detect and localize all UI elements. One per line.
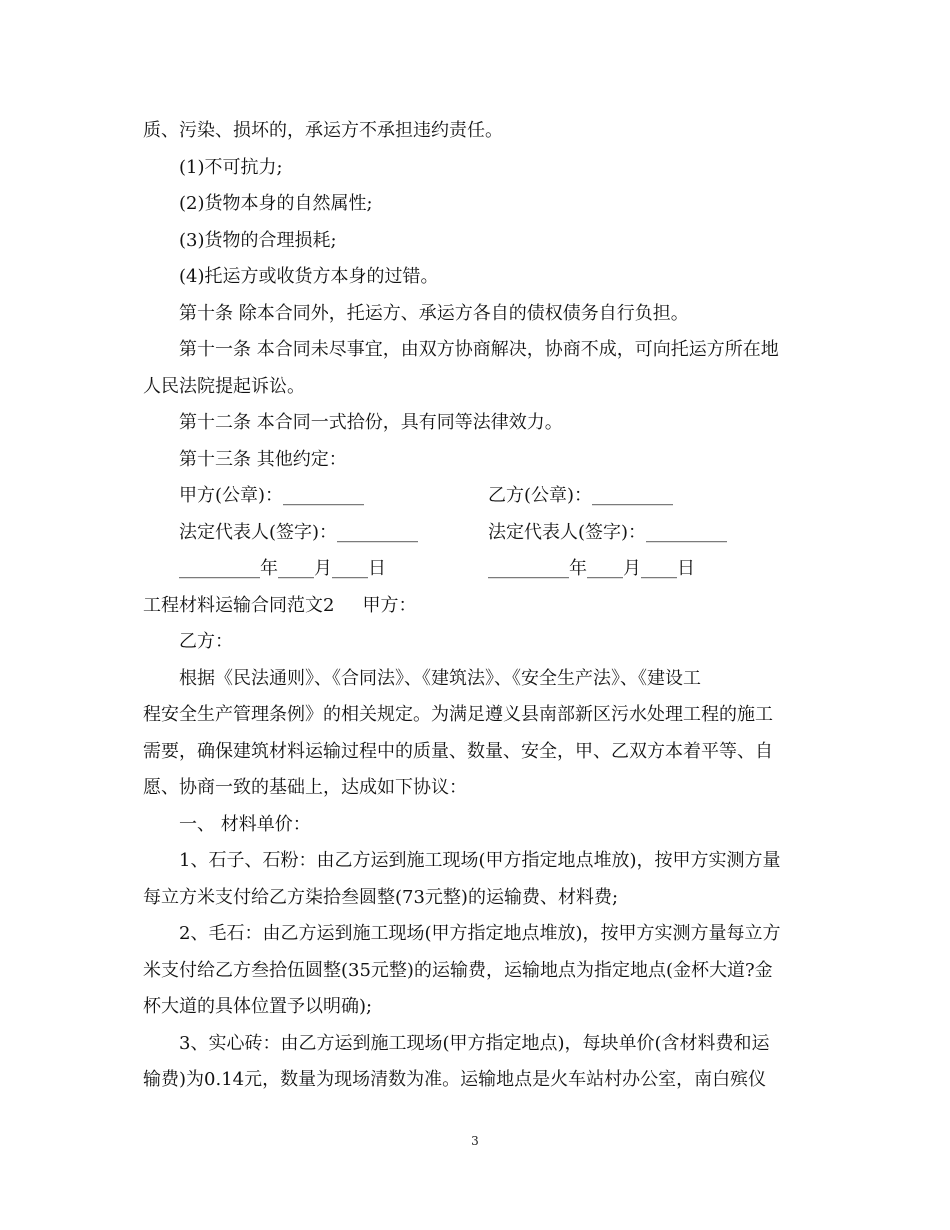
section-title: 工程材料运输合同范文2 <box>143 594 335 616</box>
paragraph-line: 第十一条 本合同未尽事宜，由双方协商解决，协商不成，可向托运方所在地 <box>179 339 779 360</box>
signature-block <box>143 478 807 588</box>
signature-left: 甲方(公章)：_________ <box>179 485 365 506</box>
page-number: 3 <box>471 1134 479 1148</box>
paragraph-line: 一、 材料单价： <box>179 813 311 835</box>
paragraph-line: 米支付给乙方叁拾伍圆整(35元整)的运输费，运输地点为指定地点(金杯大道?金 <box>143 959 773 981</box>
paragraph-line: 每立方米支付给乙方柒拾叁圆整(73元整)的运输费、材料费; <box>143 886 619 908</box>
signature-row <box>143 478 807 515</box>
signature-left: 法定代表人(签字)：_________ <box>179 521 419 543</box>
paragraph-line: 第十三条 其他约定： <box>179 448 347 470</box>
signature-row <box>143 515 807 552</box>
paragraph-line: 第十二条 本合同一式拾份，具有同等法律效力。 <box>179 412 563 433</box>
paragraph-line: (4)托运方或收货方本身的过错。 <box>179 266 439 287</box>
paragraph-line: (3)货物的合理损耗; <box>179 229 337 251</box>
paragraph-line: 输费)为0.14元，数量为现场清数为准。运输地点是火车站村办公室，南白殡仪 <box>143 1069 767 1090</box>
contract-body-2 <box>143 624 807 1099</box>
paragraph-line: 愿、协商一致的基础上，达成如下协议： <box>143 777 467 798</box>
paragraph-line: 质、污染、损坏的，承运方不承担违约责任。 <box>143 120 503 141</box>
paragraph-line: 2、毛石：由乙方运到施工现场(甲方指定地点堆放)，按甲方实测方量每立方 <box>179 923 781 944</box>
paragraph-line: (2)货物本身的自然属性; <box>179 193 373 214</box>
paragraph-line: 3、实心砖：由乙方运到施工现场(甲方指定地点)，每块单价(含材料费和运 <box>179 1032 770 1054</box>
document-body <box>143 113 807 1099</box>
signature-right: 乙方(公章)：_________ <box>488 485 674 506</box>
paragraph-line: 程安全生产管理条例》的相关规定。为满足遵义县南部新区污水处理工程的施工 <box>143 704 773 725</box>
paragraph-line: 乙方： <box>179 631 233 652</box>
paragraph-line: (1)不可抗力; <box>179 156 283 178</box>
paragraph-line: 根据《民法通则》、《合同法》、《建筑法》、《安全生产法》、《建设工 <box>179 667 701 689</box>
section-header <box>143 588 807 625</box>
paragraph-line: 杯大道的具体位置予以明确); <box>143 996 373 1017</box>
paragraph-line: 人民法院提起诉讼。 <box>143 375 305 397</box>
signature-right: 法定代表人(签字)：_________ <box>488 521 728 543</box>
contract-clauses <box>143 113 807 478</box>
party-a-label: 甲方： <box>362 594 417 616</box>
paragraph-line: 1、石子、石粉：由乙方运到施工现场(甲方指定地点堆放)，按甲方实测方量 <box>179 850 781 871</box>
paragraph-line: 需要，确保建筑材料运输过程中的质量、数量、安全，甲、乙双方本着平等、自 <box>143 740 773 762</box>
signature-row <box>143 551 807 588</box>
signature-left: _________年____月____日 <box>179 558 386 579</box>
signature-right: _________年____月____日 <box>488 558 695 579</box>
paragraph-line: 第十条 除本合同外，托运方、承运方各自的债权债务自行负担。 <box>179 302 689 324</box>
